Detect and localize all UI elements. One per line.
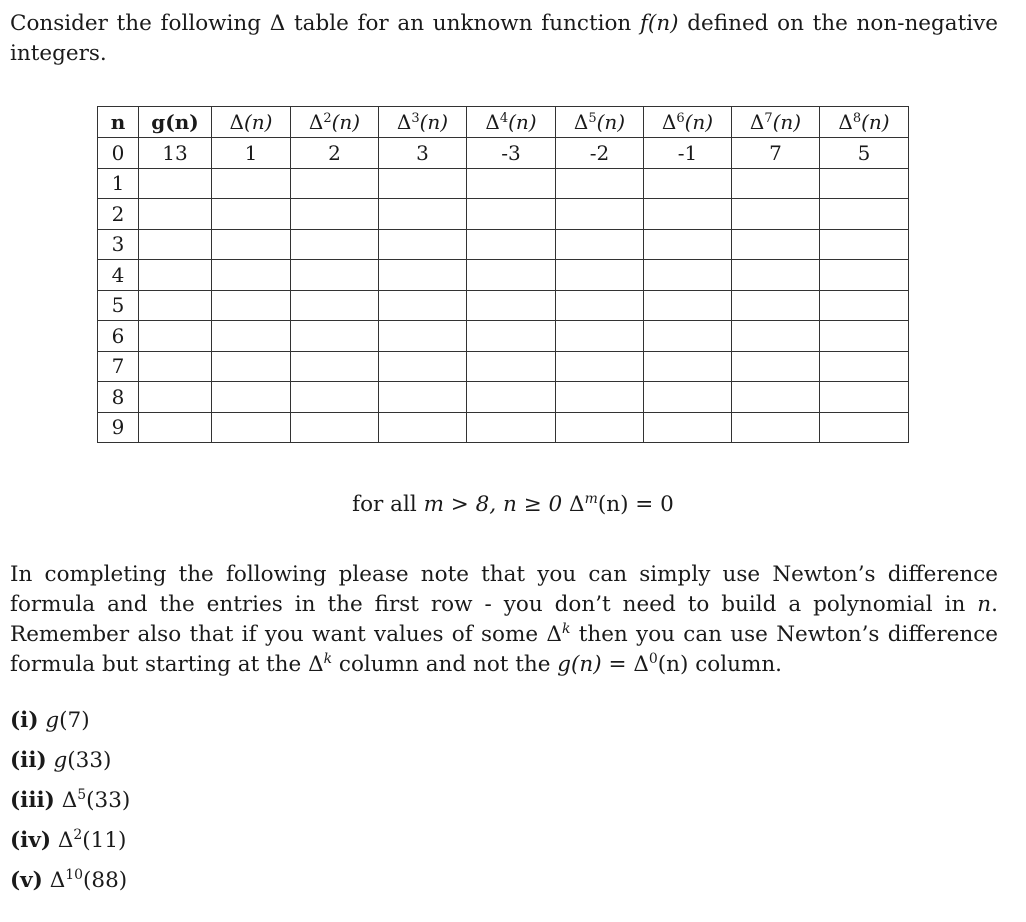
table-cell: [820, 229, 909, 260]
table-cell: 13: [139, 138, 212, 169]
table-cell: [467, 351, 556, 382]
table-cell: [379, 290, 467, 321]
header-base: Δ: [661, 110, 677, 134]
table-cell: -1: [644, 138, 732, 169]
table-cell: [467, 229, 556, 260]
table-cell: [556, 412, 644, 443]
row-index-cell: 7: [98, 351, 139, 382]
question-label: (iii): [10, 788, 55, 813]
table-cell: [644, 168, 732, 199]
table-cell: [291, 199, 379, 230]
table-cell: [732, 412, 820, 443]
question-base: Δ: [61, 788, 78, 813]
row-index-cell: 3: [98, 229, 139, 260]
intro-text-1: Consider the following: [10, 11, 270, 36]
table-cell: [644, 229, 732, 260]
table-row: [98, 412, 909, 443]
header-base: Δ: [485, 110, 500, 134]
note-text-4: column and not the: [332, 652, 558, 677]
table-cell: [379, 351, 467, 382]
note-text-3: then you can use Newton’s difference formula but starting at the: [10, 622, 998, 677]
table-cell: 2: [291, 138, 379, 169]
condition-sup: m: [584, 491, 598, 508]
table-cell: [732, 168, 820, 199]
table-cell: 5: [820, 138, 909, 169]
question-list: [10, 703, 130, 903]
table-cell: [291, 351, 379, 382]
table-cell: [732, 199, 820, 230]
header-argument: (n): [772, 110, 802, 134]
table-cell: [212, 351, 291, 382]
column-header: [98, 107, 139, 138]
question-argument: (33): [86, 788, 131, 813]
table-cell: [212, 229, 291, 260]
question-item: [10, 863, 130, 903]
table-cell: [291, 412, 379, 443]
question-item: [10, 703, 130, 743]
table-row: [98, 382, 909, 413]
question-item: [10, 823, 130, 863]
note-zero: 0: [648, 651, 658, 668]
header-argument: (n): [684, 110, 714, 134]
table-cell: [556, 351, 644, 382]
question-base: g: [45, 708, 60, 733]
note-paragraph: [10, 560, 998, 680]
table-cell: [379, 260, 467, 291]
table-cell: [139, 260, 212, 291]
table-cell: [467, 412, 556, 443]
table-cell: [379, 382, 467, 413]
table-cell: -2: [556, 138, 644, 169]
column-header: [732, 107, 820, 138]
table-cell: [467, 199, 556, 230]
table-cell: [467, 321, 556, 352]
header-base: Δ: [308, 110, 324, 134]
table-cell: [212, 199, 291, 230]
table-cell: [644, 382, 732, 413]
column-header: [139, 107, 212, 138]
table-cell: [379, 168, 467, 199]
table-cell: [644, 199, 732, 230]
header-base: Δ: [573, 110, 589, 134]
row-index-cell: 6: [98, 321, 139, 352]
question-label: (iv): [10, 828, 52, 853]
table-cell: [644, 351, 732, 382]
note-text-6: (n): [657, 652, 689, 677]
header-argument: (n): [596, 110, 626, 134]
table-cell: [291, 168, 379, 199]
note-k-1: k: [561, 621, 571, 638]
table-cell: [467, 168, 556, 199]
table-cell: [291, 321, 379, 352]
table-cell: [820, 382, 909, 413]
table-cell: [212, 412, 291, 443]
table-cell: [291, 229, 379, 260]
header-base: Δ: [749, 110, 765, 134]
header-superscript: 3: [411, 110, 420, 126]
table-cell: [644, 412, 732, 443]
table-cell: [556, 199, 644, 230]
table-cell: [644, 290, 732, 321]
question-argument: (11): [82, 828, 127, 853]
table-cell: [379, 199, 467, 230]
row-index-cell: 9: [98, 412, 139, 443]
table-cell: [820, 290, 909, 321]
table-cell: [379, 412, 467, 443]
table-cell: [820, 351, 909, 382]
column-header: [644, 107, 732, 138]
table-row: [98, 260, 909, 291]
table-cell: [820, 321, 909, 352]
header-argument: (n): [508, 110, 537, 134]
header-argument: (n): [861, 110, 890, 134]
condition-expr: m > 8, n ≥ 0: [423, 492, 563, 517]
table-header-row: [98, 107, 909, 138]
question-label: (ii): [10, 748, 47, 773]
table-cell: [139, 412, 212, 443]
question-base: Δ: [49, 868, 66, 893]
question-base: g: [53, 748, 68, 773]
delta-table: [97, 106, 909, 443]
table-cell: [732, 351, 820, 382]
table-cell: [556, 168, 644, 199]
table-cell: [820, 260, 909, 291]
table-cell: -3: [467, 138, 556, 169]
intro-text-3: defined on the non-negative integers.: [10, 11, 998, 66]
intro-paragraph: [10, 9, 998, 69]
column-header: [379, 107, 467, 138]
table-cell: [291, 382, 379, 413]
question-argument: (33): [67, 748, 112, 773]
table-cell: [291, 260, 379, 291]
intro-function: f(n): [639, 11, 679, 36]
table-cell: 7: [732, 138, 820, 169]
column-header: [467, 107, 556, 138]
table-cell: [732, 382, 820, 413]
table-cell: [139, 199, 212, 230]
table-cell: [556, 382, 644, 413]
table-cell: [291, 290, 379, 321]
table-cell: 3: [379, 138, 467, 169]
table-cell: [379, 229, 467, 260]
row-index-cell: 8: [98, 382, 139, 413]
table-cell: [556, 229, 644, 260]
table-cell: [644, 321, 732, 352]
table-cell: [379, 321, 467, 352]
header-argument: (n): [331, 110, 361, 134]
table-cell: 1: [212, 138, 291, 169]
table-cell: [139, 382, 212, 413]
table-cell: [644, 260, 732, 291]
table-cell: [732, 290, 820, 321]
header-base: g(n): [151, 110, 199, 134]
header-superscript: 7: [764, 110, 773, 126]
column-header: [556, 107, 644, 138]
table-cell: [820, 412, 909, 443]
question-item: [10, 783, 130, 823]
table-cell: [212, 290, 291, 321]
table-cell: [467, 382, 556, 413]
table-cell: [139, 290, 212, 321]
table-cell: [139, 351, 212, 382]
header-superscript: 6: [676, 110, 685, 126]
header-superscript: 5: [588, 110, 597, 126]
note-text-2: . Remember also that if you want values of some: [10, 592, 998, 647]
table-cell: [556, 260, 644, 291]
note-gn: g(n): [557, 652, 602, 677]
row-index-cell: 2: [98, 199, 139, 230]
header-superscript: 2: [323, 110, 332, 126]
header-base: Δ: [396, 110, 412, 134]
table-cell: [556, 321, 644, 352]
table-row: [98, 290, 909, 321]
question-superscript: 2: [73, 827, 83, 844]
row-index-cell: 1: [98, 168, 139, 199]
question-superscript: 10: [65, 867, 83, 884]
table-cell: [732, 260, 820, 291]
question-argument: (7): [59, 708, 90, 733]
note-delta-1: Δ: [546, 622, 562, 647]
header-argument: (n): [243, 110, 273, 134]
table-cell: [467, 290, 556, 321]
header-superscript: 4: [499, 110, 509, 126]
table-cell: [212, 321, 291, 352]
column-header: [212, 107, 291, 138]
table-row: [98, 229, 909, 260]
column-header: [291, 107, 379, 138]
row-index-cell: 0: [98, 138, 139, 169]
note-delta-2: Δ: [308, 652, 324, 677]
question-base: Δ: [57, 828, 74, 853]
table-cell: [467, 260, 556, 291]
table-row: [98, 351, 909, 382]
table-row: [98, 138, 909, 169]
header-argument: (n): [419, 110, 449, 134]
row-index-cell: 4: [98, 260, 139, 291]
note-text-5: = Δ: [601, 652, 649, 677]
note-n: n: [977, 592, 992, 617]
table-cell: [212, 260, 291, 291]
table-row: [98, 199, 909, 230]
table-cell: [732, 321, 820, 352]
table-cell: [556, 290, 644, 321]
note-k-2: k: [323, 651, 333, 668]
table-cell: [212, 168, 291, 199]
table-row: [98, 321, 909, 352]
table-cell: [820, 168, 909, 199]
table-cell: [139, 229, 212, 260]
header-base: Δ: [229, 110, 244, 134]
table-cell: [139, 168, 212, 199]
header-superscript: 8: [852, 110, 862, 126]
condition-tail: (n) = 0: [597, 492, 674, 517]
intro-delta: Δ: [269, 11, 286, 36]
table-cell: [732, 229, 820, 260]
question-label: (v): [10, 868, 43, 893]
question-item: [10, 743, 130, 783]
intro-text-2: table for an unknown function: [285, 11, 640, 36]
header-base: Δ: [838, 110, 853, 134]
table-cell: [139, 321, 212, 352]
question-superscript: 5: [77, 787, 87, 804]
note-text-7: column.: [688, 652, 783, 677]
column-header: [820, 107, 909, 138]
condition-delta: Δ: [562, 492, 585, 517]
question-argument: (88): [83, 868, 128, 893]
question-label: (i): [10, 708, 39, 733]
table-cell: [820, 199, 909, 230]
note-text-1: In completing the following please note that you can simply use Newton’s difference formula and the entries in the first row - you don’t need to build a polynomial in: [10, 562, 998, 617]
table-row: [98, 168, 909, 199]
row-index-cell: 5: [98, 290, 139, 321]
condition-line: [0, 492, 1026, 517]
header-base: n: [110, 110, 126, 134]
condition-text: for all: [352, 492, 424, 517]
table-cell: [212, 382, 291, 413]
